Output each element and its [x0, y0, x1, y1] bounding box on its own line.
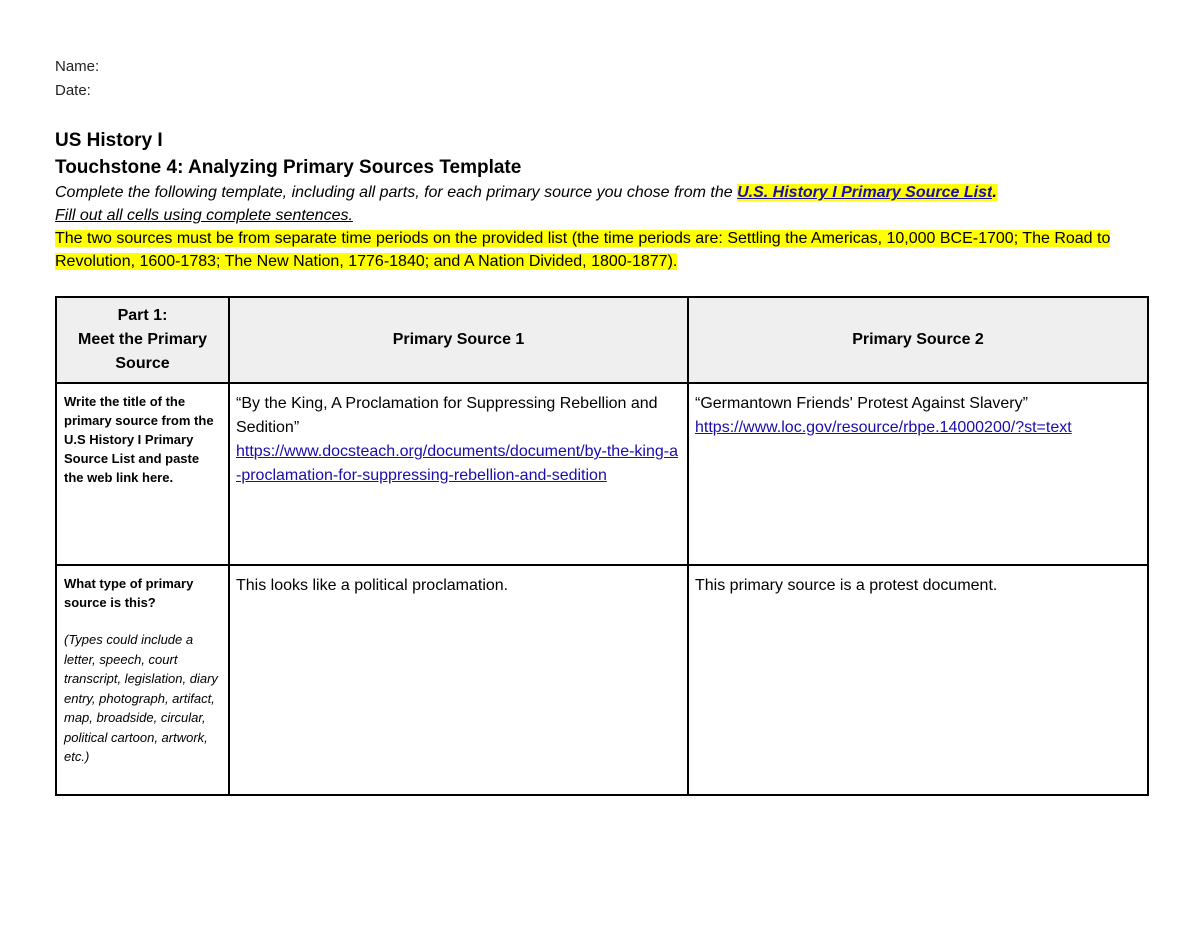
time-periods-note	[55, 227, 1147, 273]
source-1-title-cell[interactable]	[229, 383, 688, 565]
row-label-cell	[56, 565, 229, 795]
date-label: Date:	[55, 82, 91, 99]
template-title: Touchstone 4: Analyzing Primary Sources Template	[55, 157, 522, 178]
primary-source-list-link[interactable]: U.S. History I Primary Source List	[737, 184, 993, 201]
header-part-1	[56, 297, 229, 383]
source-1-link[interactable]: https://www.docsteach.org/documents/document/by-the-king-a-proclamation-for-suppressing-rebellion-and-sedition	[236, 443, 678, 484]
source-1-type: This looks like a political proclamation.	[236, 577, 509, 594]
source-2-type: This primary source is a protest document.	[695, 577, 998, 594]
course-title: US History I	[55, 130, 163, 151]
source-type-prompt: What type of primary source is this?	[64, 576, 194, 610]
source-2-title-cell[interactable]	[688, 383, 1148, 565]
document-page	[55, 55, 1147, 273]
header-primary-source-1: Primary Source 1	[229, 297, 688, 383]
header-part-1-label: Part 1: Meet the Primary Source	[78, 307, 207, 372]
title-and-link-prompt: Write the title of the primary source from the U.S History I Primary Source List and paste the web link here.	[64, 394, 214, 485]
instructions-complete-sentences	[55, 204, 1147, 227]
source-2-link[interactable]: https://www.loc.gov/resource/rbpe.14000200/?st=text	[695, 419, 1072, 436]
instructions-prefix: Complete the following template, including all parts, for each primary source you chose from the	[55, 184, 738, 201]
source-type-examples: (Types could include a letter, speech, court transcript, legislation, diary entry, photograph, artifact, map, broadside, circular, political cartoon, artwork, etc.)	[64, 632, 218, 764]
time-periods-highlight: The two sources must be from separate time periods on the provided list (the time periods are: Settling the Americas, 10,000 BCE-1700; The Road to Revolution, 1600-1783; The New Nation, 1776-1840; and A Nation Divided, 1800-1877).	[55, 230, 1111, 270]
instructions-suffix: .	[992, 184, 997, 201]
source-2-type-cell[interactable]	[688, 565, 1148, 795]
header-primary-source-2: Primary Source 2	[688, 297, 1148, 383]
table-header-row	[56, 297, 1148, 383]
row-label-cell	[56, 383, 229, 565]
source-2-title: “Germantown Friends' Protest Against Slavery”	[695, 395, 1028, 412]
complete-sentences-text: Fill out all cells using complete sentences.	[55, 207, 353, 224]
source-1-title: “By the King, A Proclamation for Suppressing Rebellion and Sedition”	[236, 395, 658, 436]
table-row	[56, 565, 1148, 795]
instructions-line	[55, 181, 1147, 204]
table-row	[56, 383, 1148, 565]
source-1-type-cell[interactable]	[229, 565, 688, 795]
primary-source-table	[55, 296, 1149, 796]
name-label: Name:	[55, 58, 100, 75]
